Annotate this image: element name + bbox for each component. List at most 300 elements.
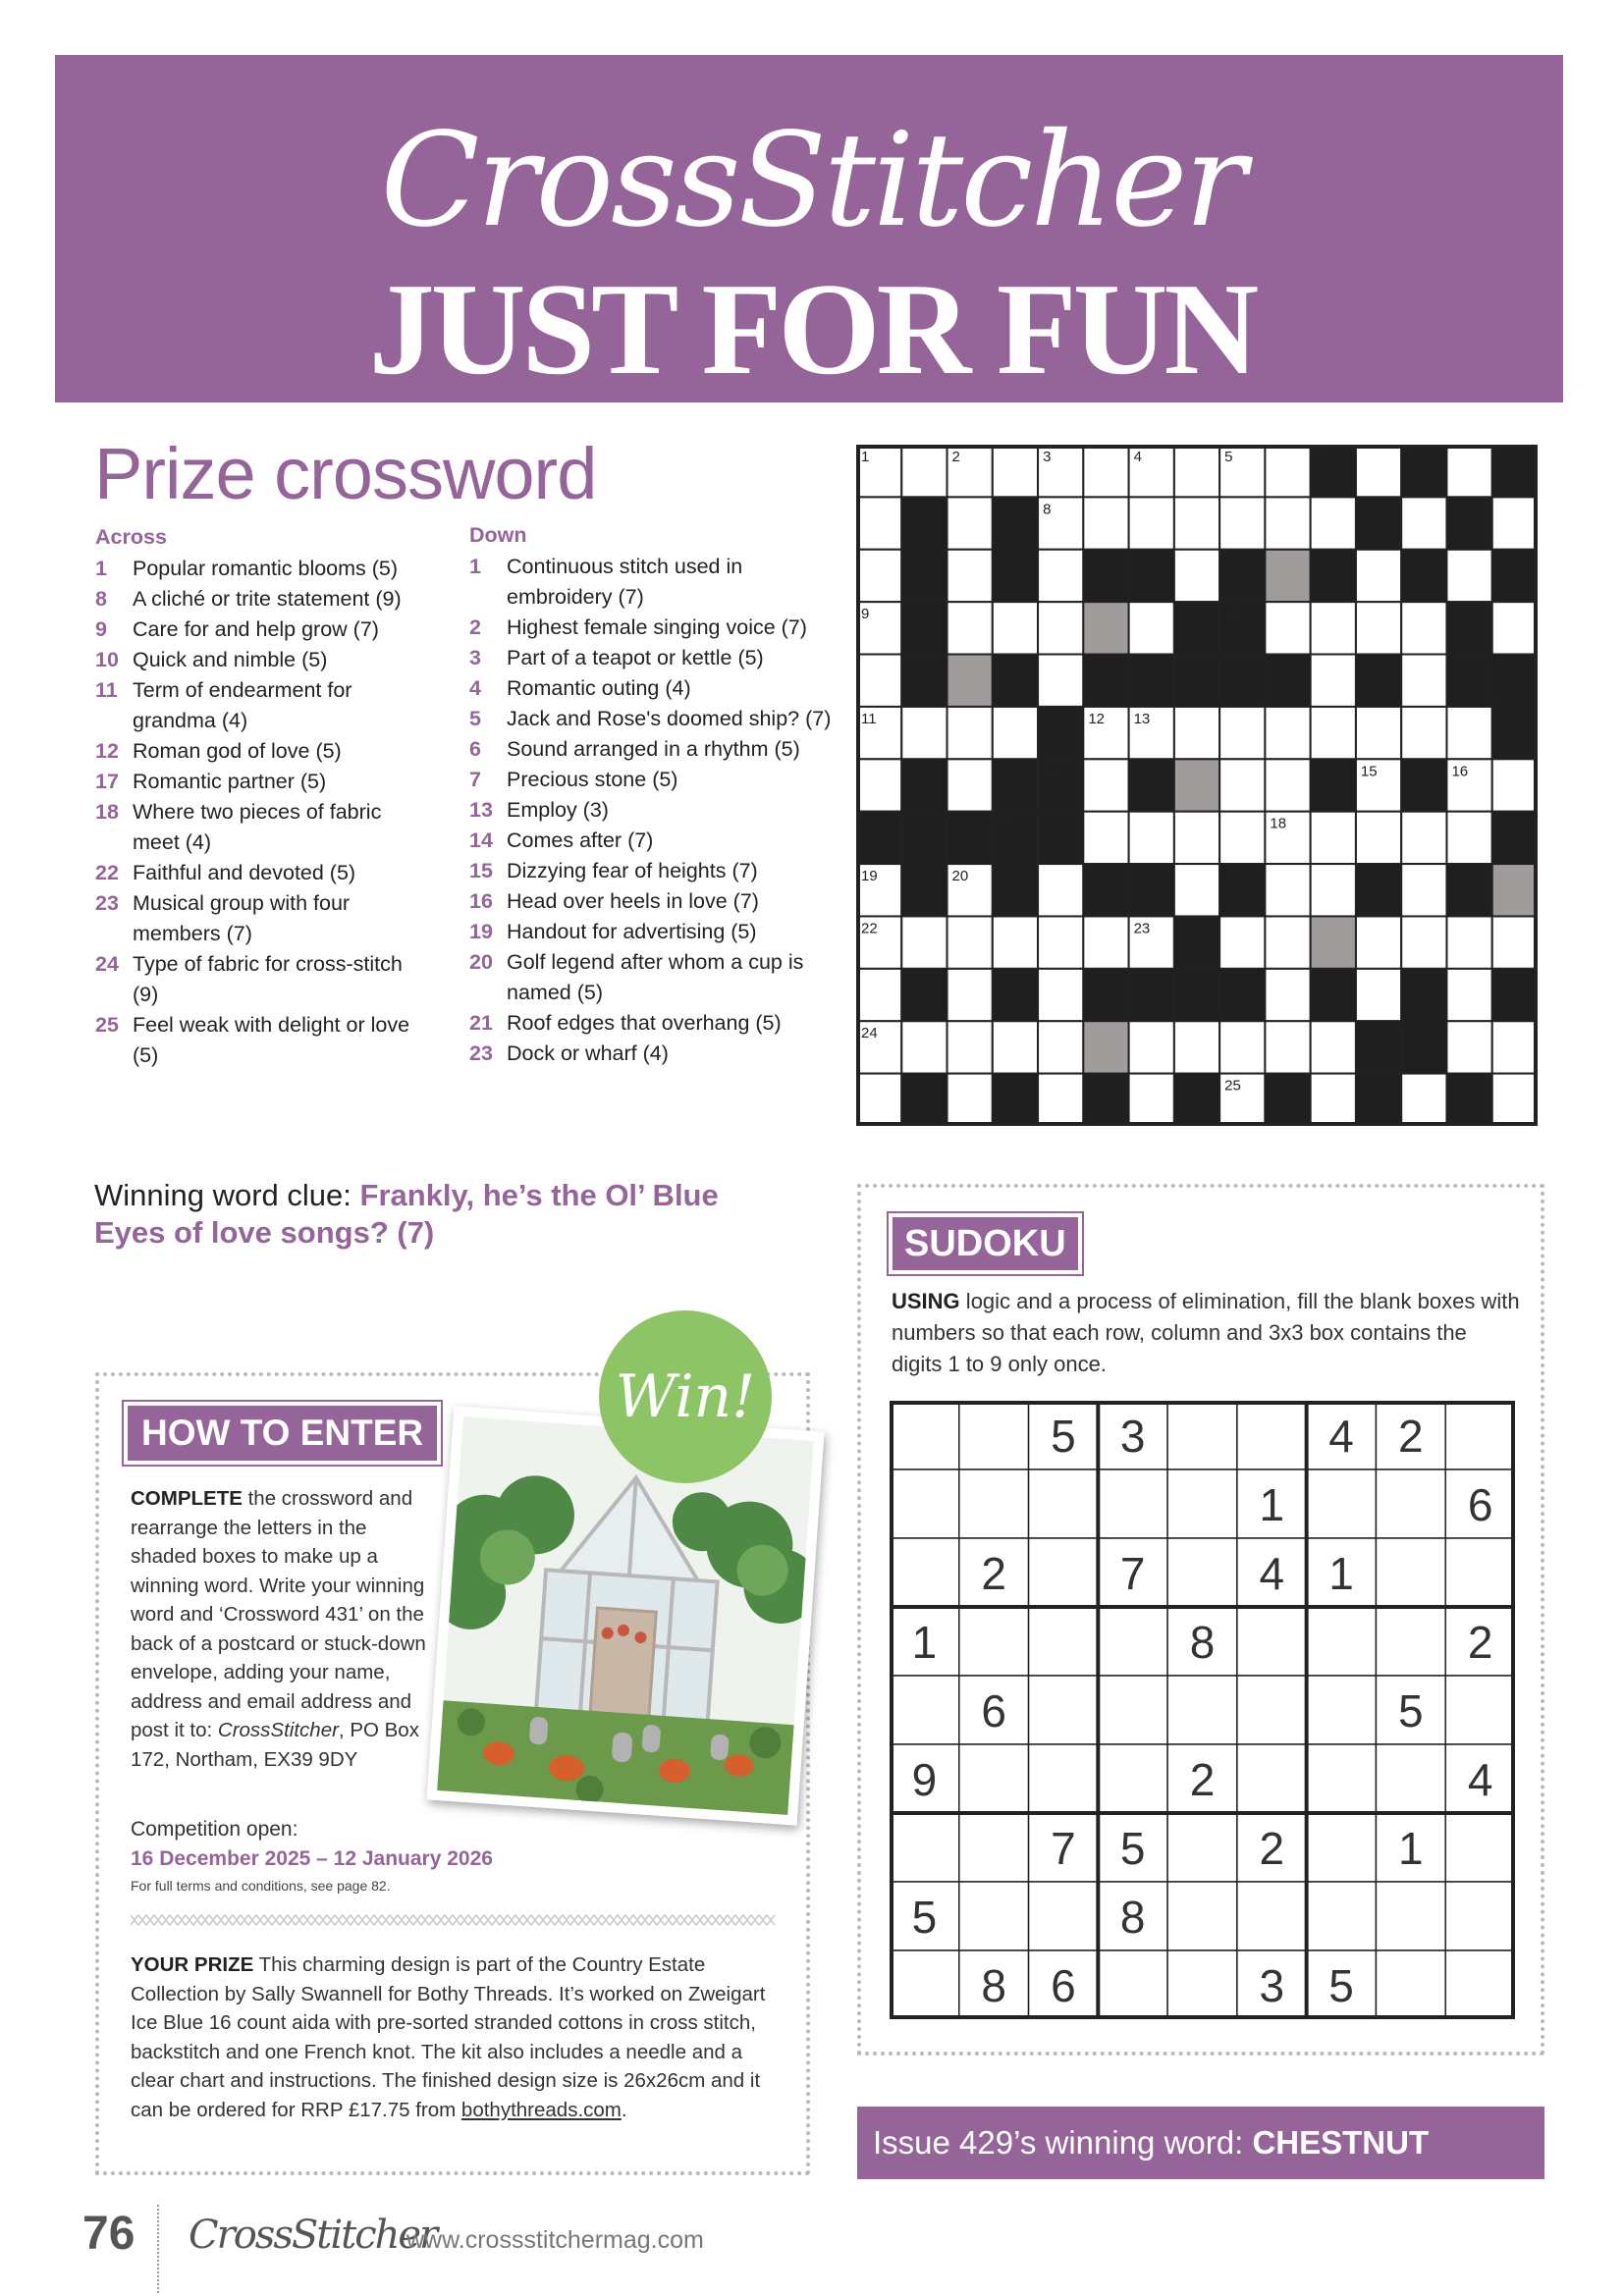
crossword-cell[interactable] [1265, 602, 1310, 654]
crossword-cell[interactable] [1446, 812, 1491, 864]
crossword-block [1446, 655, 1491, 707]
crossword-cell[interactable] [1083, 497, 1128, 549]
crossword-cell[interactable] [1219, 916, 1265, 968]
crossword-block [1401, 550, 1446, 602]
crossword-cell[interactable] [1038, 1021, 1083, 1073]
crossword-cell-number: 22 [861, 920, 878, 937]
clue-text: Highest female singing voice (7) [507, 615, 807, 639]
sudoku-cell[interactable] [1376, 1538, 1445, 1607]
clue-number: 14 [469, 828, 493, 852]
sudoku-cell[interactable] [959, 1813, 1029, 1882]
crossword-cell[interactable] [947, 550, 993, 602]
crossword-cell[interactable] [1219, 759, 1265, 811]
crossword-block [1356, 1074, 1401, 1126]
crossword-cell[interactable] [1083, 916, 1128, 968]
sudoku-cell[interactable] [959, 1401, 1029, 1469]
crossword-cell[interactable] [993, 602, 1038, 654]
crossword-cell[interactable] [1356, 445, 1401, 497]
crossword-block [1129, 759, 1174, 811]
crossword-cell-number: 19 [861, 868, 878, 885]
sudoku-cell[interactable] [959, 1882, 1029, 1950]
down-heading: Down [469, 523, 527, 547]
crossword-cell[interactable] [1129, 602, 1174, 654]
crossword-cell[interactable] [1129, 812, 1174, 864]
crossword-cell[interactable] [1219, 707, 1265, 759]
sudoku-cell[interactable] [890, 1469, 959, 1538]
crossword-block [1356, 497, 1401, 549]
across-clue [95, 797, 434, 858]
crossword-cell[interactable] [947, 969, 993, 1021]
crossword-shaded-cell[interactable] [1265, 550, 1310, 602]
sudoku-given-digit: 5 [1328, 1960, 1354, 2011]
crossword-cell-number: 8 [1043, 501, 1052, 518]
terms-note: For full terms and conditions, see page 82. [131, 1878, 391, 1894]
crossword-cell[interactable] [856, 969, 901, 1021]
crossword-cell[interactable] [1265, 759, 1310, 811]
how-to-enter-heading: HOW TO ENTER [128, 1406, 437, 1461]
sudoku-given-digit: 1 [1259, 1479, 1285, 1530]
crossword-cell[interactable] [1446, 969, 1491, 1021]
crossword-cell[interactable] [947, 759, 993, 811]
crossword-block [1219, 550, 1265, 602]
crossword-title: Prize crossword [94, 433, 597, 514]
prize-image [426, 1406, 824, 1825]
sudoku-cell[interactable] [1167, 1813, 1237, 1882]
crossword-cell-number: 24 [861, 1025, 878, 1042]
crossword-cell[interactable] [901, 916, 947, 968]
clue-text: Head over heels in love (7) [507, 889, 759, 913]
crossword-cell[interactable] [1356, 707, 1401, 759]
crossword-cell[interactable] [1174, 812, 1219, 864]
crossword-cell[interactable] [1174, 550, 1219, 602]
winning-word-clue [94, 1177, 723, 1252]
sudoku-given-digit: 2 [981, 1548, 1006, 1599]
crossword-cell[interactable] [1446, 550, 1491, 602]
sudoku-heading: SUDOKU [893, 1217, 1078, 1270]
crossword-cell[interactable] [1492, 497, 1538, 549]
sudoku-cell[interactable] [1098, 1469, 1167, 1538]
crossword-block [1492, 969, 1538, 1021]
crossword-cell[interactable] [993, 707, 1038, 759]
crossword-cell[interactable] [947, 1074, 993, 1126]
crossword-cell[interactable] [1311, 864, 1356, 916]
sudoku-cell[interactable] [1167, 1401, 1237, 1469]
clue-number: 1 [95, 557, 107, 580]
crossword-block [1492, 655, 1538, 707]
crossword-block [1446, 1074, 1491, 1126]
clue-number: 21 [469, 1011, 493, 1035]
crossword-cell[interactable] [1038, 550, 1083, 602]
crossword-cell[interactable] [1219, 1021, 1265, 1073]
crossword-cell[interactable] [1265, 1021, 1310, 1073]
crossword-cell[interactable] [947, 707, 993, 759]
clue-number: 15 [469, 859, 493, 882]
sudoku-cell[interactable] [1167, 1538, 1237, 1607]
competition-label: Competition open: [131, 1818, 298, 1841]
crossword-cell[interactable] [1311, 1074, 1356, 1126]
crossword-cell-number: 6 [1315, 449, 1325, 465]
crossword-shaded-cell[interactable] [1083, 602, 1128, 654]
brand-logo: CrossStitcher [380, 105, 1244, 256]
crossword-cell[interactable] [1492, 759, 1538, 811]
crossword-cell[interactable] [993, 916, 1038, 968]
down-clue [469, 856, 842, 886]
sudoku-cell[interactable] [1029, 1744, 1099, 1813]
sudoku-cell[interactable] [1029, 1607, 1099, 1676]
crossword-cell[interactable] [1265, 916, 1310, 968]
down-clue [469, 826, 842, 856]
clue-number: 6 [469, 737, 481, 761]
sudoku-cell[interactable] [959, 1744, 1029, 1813]
crossword-cell[interactable] [947, 1021, 993, 1073]
crossword-cell[interactable] [1129, 1021, 1174, 1073]
sudoku-cell[interactable] [1445, 1538, 1515, 1607]
crossword-cell[interactable] [1492, 1074, 1538, 1126]
down-clue [469, 613, 842, 643]
sudoku-cell[interactable] [890, 1676, 959, 1744]
crossword-cell[interactable] [1356, 812, 1401, 864]
crossword-cell[interactable] [1492, 1021, 1538, 1073]
clue-text: Where two pieces of fabric meet (4) [133, 800, 382, 854]
crossword-cell[interactable] [1356, 550, 1401, 602]
sudoku-cell[interactable] [1445, 1950, 1515, 2019]
crossword-cell[interactable] [1265, 445, 1310, 497]
clue-text: Feel weak with delight or love (5) [133, 1013, 410, 1067]
crossword-cell[interactable] [1356, 916, 1401, 968]
crossword-cell[interactable] [1356, 969, 1401, 1021]
sudoku-cell[interactable] [1167, 1882, 1237, 1950]
crossword-cell[interactable] [993, 1021, 1038, 1073]
win-badge: Win! [599, 1310, 772, 1483]
entry-intro-bold: COMPLETE [131, 1487, 243, 1510]
crossword-cell[interactable] [947, 497, 993, 549]
crossword-cell[interactable] [993, 445, 1038, 497]
across-clue [95, 675, 434, 736]
crossword-cell[interactable] [1129, 497, 1174, 549]
crossword-cell[interactable] [1401, 1074, 1446, 1126]
sudoku-given-digit: 4 [1259, 1548, 1285, 1599]
sudoku-given-digit: 6 [1051, 1960, 1076, 2011]
crossword-cell[interactable] [901, 1021, 947, 1073]
down-clue [469, 886, 842, 917]
sudoku-cell[interactable] [1376, 1469, 1445, 1538]
crossword-grid [856, 445, 1538, 1126]
sudoku-given-digit: 2 [1259, 1823, 1285, 1874]
crossword-block [1219, 969, 1265, 1021]
crossword-block [993, 1074, 1038, 1126]
clue-text: Term of endearment for grandma (4) [133, 678, 352, 732]
sudoku-given-digit: 6 [981, 1685, 1006, 1736]
crossword-cell[interactable] [1446, 916, 1491, 968]
clue-number: 23 [95, 891, 119, 915]
sudoku-cell[interactable] [1307, 1813, 1377, 1882]
clue-number: 1 [469, 555, 481, 578]
down-clue [469, 734, 842, 765]
sudoku-cell[interactable] [959, 1469, 1029, 1538]
crossword-cell[interactable] [1401, 864, 1446, 916]
footer-separator [157, 2205, 161, 2293]
entry-instructions [131, 1484, 435, 1774]
sudoku-cell[interactable] [1029, 1882, 1099, 1950]
crossword-shaded-cell[interactable] [947, 655, 993, 707]
crossword-cell[interactable] [1311, 1021, 1356, 1073]
crossword-cell[interactable] [1401, 497, 1446, 549]
prize-end: . [621, 2098, 627, 2121]
crossword-cell[interactable] [1083, 445, 1128, 497]
crossword-block [901, 969, 947, 1021]
crossword-cell-number: 16 [1451, 763, 1469, 780]
crossword-cell[interactable] [1401, 655, 1446, 707]
clue-number: 8 [95, 587, 107, 611]
crossword-shaded-cell[interactable] [1174, 759, 1219, 811]
crossword-block [856, 812, 901, 864]
entry-address-brand: CrossStitcher [217, 1719, 339, 1741]
crossword-cell-number: 23 [1133, 920, 1151, 937]
crossword-cell-number: 5 [1224, 449, 1233, 465]
clue-text: Dock or wharf (4) [507, 1041, 669, 1065]
sudoku-cell[interactable] [1237, 1882, 1307, 1950]
clue-text: Musical group with four members (7) [133, 891, 351, 945]
crossword-cell-number: 3 [1043, 449, 1052, 465]
sudoku-cell[interactable] [1445, 1813, 1515, 1882]
crossword-cell[interactable] [1492, 602, 1538, 654]
crossword-cell[interactable] [1038, 602, 1083, 654]
crossword-block [901, 655, 947, 707]
crossword-cell[interactable] [856, 759, 901, 811]
crossword-cell[interactable] [1174, 497, 1219, 549]
crossword-block [1401, 759, 1446, 811]
prize-bold: YOUR PRIZE [131, 1953, 254, 1976]
clue-text: Care for and help grow (7) [133, 617, 379, 641]
crossword-cell[interactable] [1038, 1074, 1083, 1126]
crossword-cell[interactable] [1038, 655, 1083, 707]
crossword-cell[interactable] [856, 497, 901, 549]
crossword-shaded-cell[interactable] [1492, 864, 1538, 916]
crossword-cell[interactable] [1265, 864, 1310, 916]
sudoku-given-digit: 2 [1189, 1754, 1216, 1805]
sudoku-cell[interactable] [1167, 1950, 1237, 2019]
crossword-cell[interactable] [1265, 497, 1310, 549]
sudoku-cell[interactable] [1307, 1469, 1377, 1538]
across-clue [95, 554, 434, 584]
sudoku-given-digit: 1 [1328, 1548, 1354, 1599]
crossword-cell[interactable] [901, 445, 947, 497]
clue-text: Golf legend after whom a cup is named (5) [507, 950, 804, 1004]
crossword-shaded-cell[interactable] [1311, 916, 1356, 968]
across-clue [95, 949, 434, 1010]
sudoku-cell[interactable] [1098, 1950, 1167, 2019]
sudoku-cell[interactable] [1307, 1676, 1377, 1744]
crossword-cell[interactable] [1038, 969, 1083, 1021]
crossword-block [901, 1074, 947, 1126]
sudoku-given-digit: 7 [1051, 1823, 1076, 1874]
crossword-cell[interactable] [1446, 1021, 1491, 1073]
down-clue [469, 947, 842, 1008]
crossword-cell[interactable] [1129, 1074, 1174, 1126]
sudoku-cell[interactable] [1029, 1538, 1099, 1607]
crossword-block [1174, 655, 1219, 707]
crossword-shaded-cell[interactable] [1083, 1021, 1128, 1073]
crossword-block [1174, 602, 1219, 654]
sudoku-given-digit: 2 [1398, 1411, 1424, 1462]
sudoku-cell[interactable] [1237, 1607, 1307, 1676]
sudoku-cell[interactable] [1307, 1882, 1377, 1950]
clue-text: Quick and nimble (5) [133, 648, 328, 671]
clue-number: 2 [469, 615, 481, 639]
crossword-cell[interactable] [1265, 707, 1310, 759]
footer-brand-logo: CrossStitcher [189, 2213, 437, 2258]
clue-number: 3 [469, 646, 481, 669]
sudoku-given-digit: 3 [1259, 1960, 1285, 2011]
crossword-cell[interactable] [856, 655, 901, 707]
crossword-block [993, 550, 1038, 602]
crossword-cell[interactable] [901, 707, 947, 759]
crossword-cell[interactable] [1219, 812, 1265, 864]
sudoku-given-digit: 7 [1119, 1548, 1146, 1599]
sudoku-cell[interactable] [1445, 1882, 1515, 1950]
crossword-cell[interactable] [1265, 969, 1310, 1021]
across-clue [95, 614, 434, 645]
crossword-cell[interactable] [1038, 864, 1083, 916]
sudoku-cell[interactable] [1376, 1882, 1445, 1950]
crossword-cell[interactable] [1311, 707, 1356, 759]
sudoku-intro: logic and a process of elimination, fill the blank boxes with numbers so that each row, column and 3x3 box contains the digits 1 to 9 only once. [892, 1289, 1520, 1376]
crossword-block [1219, 655, 1265, 707]
across-clue [95, 645, 434, 675]
clue-number: 24 [95, 952, 119, 976]
sudoku-cell[interactable] [1237, 1401, 1307, 1469]
sudoku-given-digit: 4 [1328, 1411, 1354, 1462]
sudoku-cell[interactable] [1307, 1744, 1377, 1813]
sudoku-cell[interactable] [1237, 1676, 1307, 1744]
crossword-cell[interactable] [1446, 445, 1491, 497]
crossword-block [1129, 550, 1174, 602]
crossword-cell[interactable] [1038, 916, 1083, 968]
crossword-cell-number: 20 [951, 868, 969, 885]
clue-number: 7 [469, 768, 481, 791]
crossword-cell[interactable] [1311, 812, 1356, 864]
prize-text: This charming design is part of the Country Estate Collection by Sally Swannell for Bothy Threads. It’s worked on Zweigart Ice Blue 16 count aida with pre-sorted stranded cottons in cross stitch, backstitch and one French knot. The kit also includes a needle and a clear chart and instructions. The finished design size is 26x26cm and it can be ordered for RRP £17.75 from [131, 1953, 766, 2121]
crossword-cell[interactable] [1174, 707, 1219, 759]
sudoku-cell[interactable] [1029, 1676, 1099, 1744]
crossword-cell[interactable] [1174, 1021, 1219, 1073]
sudoku-cell[interactable] [1029, 1469, 1099, 1538]
crossword-block [1083, 1074, 1128, 1126]
sudoku-given-digit: 5 [911, 1892, 938, 1943]
winning-clue-label: Winning word clue: [94, 1178, 360, 1212]
crossword-cell[interactable] [947, 602, 993, 654]
last-issue-label: Issue 429’s winning word: [873, 2124, 1253, 2161]
sudoku-given-digit: 4 [1467, 1754, 1493, 1805]
last-issue-banner [857, 2107, 1544, 2179]
sudoku-cell[interactable] [1307, 1607, 1377, 1676]
crossword-block [901, 550, 947, 602]
clue-number: 17 [95, 770, 119, 793]
crossword-cell[interactable] [1401, 916, 1446, 968]
sudoku-cell[interactable] [890, 1813, 959, 1882]
sudoku-cell[interactable] [1445, 1676, 1515, 1744]
crossword-block [1083, 655, 1128, 707]
crossword-cell-number: 10 [1224, 606, 1241, 623]
crossword-cell[interactable] [1401, 812, 1446, 864]
crossword-cell[interactable] [1311, 497, 1356, 549]
crossword-cell[interactable] [1311, 602, 1356, 654]
crossword-cell[interactable] [856, 550, 901, 602]
crossword-cell[interactable] [1311, 655, 1356, 707]
crossword-block [1401, 969, 1446, 1021]
sudoku-given-digit: 1 [911, 1617, 938, 1668]
greenhouse-illustration [437, 1416, 814, 1815]
sudoku-cell[interactable] [1098, 1676, 1167, 1744]
sudoku-cell[interactable] [1098, 1607, 1167, 1676]
crossword-cell-number: 17 [997, 815, 1014, 832]
prize-link[interactable]: bothythreads.com [460, 2098, 622, 2121]
down-clue [469, 1039, 842, 1069]
clue-number: 12 [95, 739, 119, 763]
crossword-cell-number: 12 [1088, 710, 1106, 727]
clue-text: Handout for advertising (5) [507, 920, 757, 943]
entry-address: , PO Box 172, Northam, EX39 9DY [131, 1719, 419, 1771]
crossword-block [1311, 969, 1356, 1021]
crossword-cell[interactable] [947, 916, 993, 968]
sudoku-given-digit: 1 [1398, 1823, 1424, 1874]
sudoku-cell[interactable] [1098, 1744, 1167, 1813]
clue-text: Type of fabric for cross-stitch (9) [133, 952, 403, 1006]
page-number: 76 [82, 2208, 135, 2260]
crossword-cell[interactable] [1219, 497, 1265, 549]
sudoku-cell[interactable] [1376, 1950, 1445, 2019]
sudoku-given-digit: 9 [911, 1754, 938, 1805]
clue-number: 18 [95, 800, 119, 824]
across-clue [95, 736, 434, 767]
crossword-block [1083, 550, 1128, 602]
crossword-cell[interactable] [1401, 602, 1446, 654]
crossword-cell[interactable] [1446, 707, 1491, 759]
crossword-cell[interactable] [1174, 445, 1219, 497]
crossword-cell[interactable] [856, 1074, 901, 1126]
sudoku-cell[interactable] [1237, 1744, 1307, 1813]
sudoku-cell[interactable] [1376, 1607, 1445, 1676]
across-clue [95, 584, 434, 614]
sudoku-cell[interactable] [1167, 1469, 1237, 1538]
down-clue [469, 795, 842, 826]
crossword-cell[interactable] [1401, 707, 1446, 759]
crossword-cell[interactable] [1174, 864, 1219, 916]
section-tagline: JUST FOR FUN [368, 256, 1256, 401]
crossword-block [1492, 707, 1538, 759]
sudoku-cell[interactable] [890, 1401, 959, 1469]
sudoku-cell[interactable] [890, 1538, 959, 1607]
clue-number: 4 [469, 676, 481, 700]
clue-text: Roof edges that overhang (5) [507, 1011, 782, 1035]
sudoku-cell[interactable] [959, 1607, 1029, 1676]
crossword-cell[interactable] [1083, 812, 1128, 864]
sudoku-cell[interactable] [1445, 1401, 1515, 1469]
sudoku-cell[interactable] [1167, 1676, 1237, 1744]
sudoku-given-digit: 5 [1398, 1685, 1424, 1736]
footer-url[interactable]: www.crossstitchermag.com [406, 2226, 704, 2254]
crossword-block [1356, 655, 1401, 707]
crossword-cell[interactable] [1083, 759, 1128, 811]
crossword-block [947, 812, 993, 864]
sudoku-given-digit: 5 [1119, 1823, 1146, 1874]
crossword-block [901, 864, 947, 916]
crossword-cell[interactable] [1492, 916, 1538, 968]
sudoku-cell[interactable] [1376, 1744, 1445, 1813]
clue-text: Dizzying fear of heights (7) [507, 859, 758, 882]
crossword-cell[interactable] [1356, 602, 1401, 654]
sudoku-cell[interactable] [890, 1950, 959, 2019]
